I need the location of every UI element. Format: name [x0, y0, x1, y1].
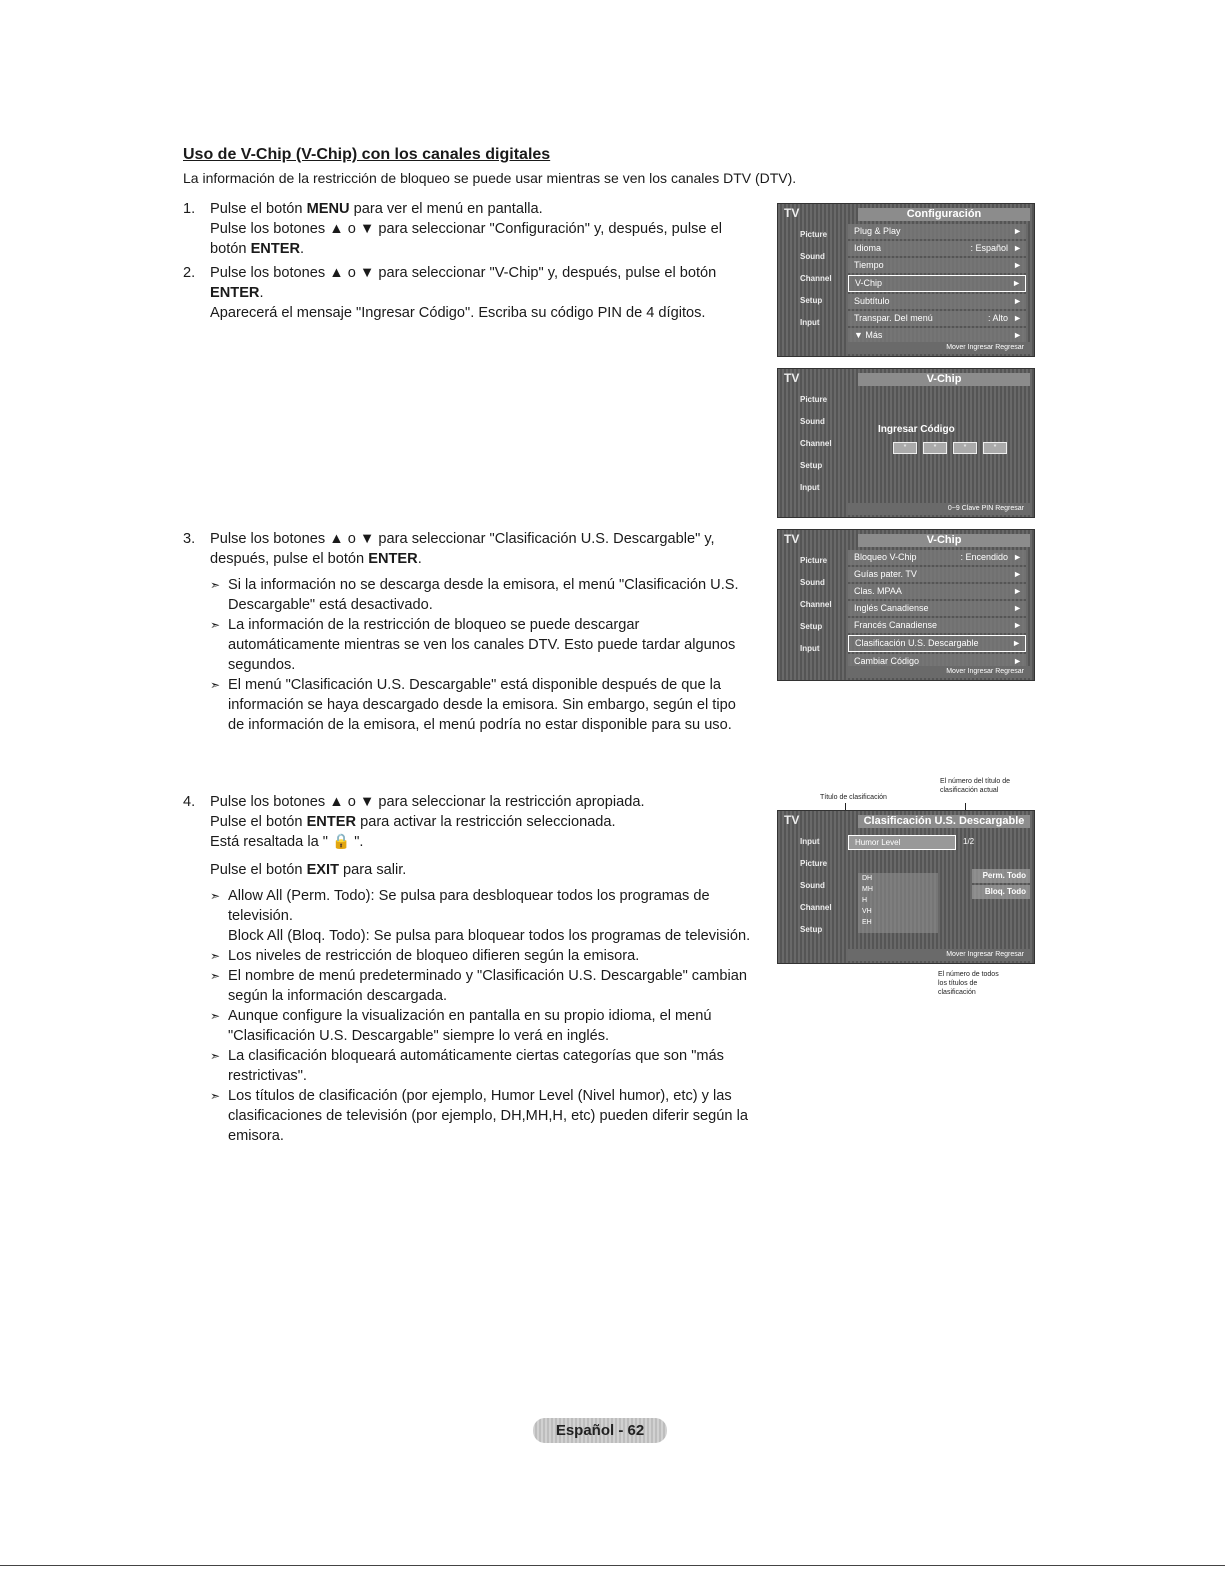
note-text: Los niveles de restricción de bloqueo difieren según la emisora. [228, 948, 640, 964]
tv-label: TV [784, 206, 800, 220]
screen-us-downloadable [777, 810, 1035, 964]
rating-button: Bloq. Todo [972, 885, 1030, 899]
side-menu-item: Picture [800, 230, 828, 239]
page-footer: Español - 62 [533, 1418, 667, 1443]
step-number: 3. [183, 531, 196, 547]
chevron-right-icon: ► [1013, 226, 1022, 236]
menu-item-label: Tiempo [854, 260, 884, 270]
menu-item [848, 601, 1026, 616]
menu-title: V-Chip [858, 373, 1030, 386]
menu-item-label: Clas. MPAA [854, 586, 902, 596]
note-arrow-icon: ➣ [210, 949, 221, 963]
chevron-right-icon: ► [1013, 552, 1022, 562]
menu-item [848, 567, 1026, 582]
note-extra-text: Block All (Bloq. Todo): Se pulsa para bloquear todos los programas de televisión. [228, 928, 751, 944]
rating-title-item: Humor Level [848, 835, 956, 850]
rating-levels [858, 873, 938, 933]
step-number: 2. [183, 265, 196, 281]
chevron-right-icon: ► [1013, 620, 1022, 630]
rating-level: MH [862, 886, 873, 893]
bottom-bar: 0~9 Clave PIN Regresar [848, 503, 1030, 515]
menu-item-label: Transpar. Del menú [854, 313, 933, 323]
side-menu-item: Input [800, 644, 820, 653]
menu-item-label: Plug & Play [854, 226, 901, 236]
screen-vchip-menu [777, 529, 1035, 681]
menu-item-label: Inglés Canadiense [854, 603, 929, 613]
side-menu-item: Sound [800, 881, 825, 890]
chevron-right-icon: ► [1013, 656, 1022, 666]
menu-item [848, 635, 1026, 652]
tv-label: TV [784, 532, 800, 546]
bottom-rule [0, 1565, 1225, 1566]
note-text: El nombre de menú predeterminado y "Clasificación U.S. Descargable" cambian según la información descargada. [228, 968, 747, 1004]
bottom-bar: Mover Ingresar Regresar [848, 949, 1030, 961]
side-menu-item: Sound [800, 417, 825, 426]
annotation-current-number: El número del título de clasificación actual [940, 778, 1011, 794]
pin-prompt: Ingresar Código [878, 424, 955, 435]
step-line: Pulse los botones ▲ o ▼ para seleccionar "Clasificación U.S. Descargable" y, después, pulse el botón ENTER. [210, 531, 715, 567]
screen-vchip-pin [777, 368, 1035, 518]
annotation-rating-title: Título de clasificación [820, 794, 887, 801]
menu-item [848, 584, 1026, 599]
note-arrow-icon: ➣ [210, 618, 221, 632]
note-arrow-icon: ➣ [210, 1089, 221, 1103]
rating-level: EH [862, 919, 872, 926]
note-item [210, 1046, 753, 1086]
side-menu-item: Setup [800, 925, 823, 934]
side-menu-item: Channel [800, 439, 832, 448]
menu-item [848, 241, 1026, 256]
side-menu-item: Setup [800, 296, 823, 305]
rating-page: 1/2 [963, 837, 975, 846]
note-arrow-icon: ➣ [210, 1049, 221, 1063]
notes-list [210, 575, 753, 735]
menu-item [848, 258, 1026, 273]
step-line: Pulse los botones ▲ o ▼ para seleccionar "Configuración" y, después, pulse el botón ENTER. [210, 221, 722, 257]
side-menu-item: Picture [800, 859, 828, 868]
step-line: Pulse los botones ▲ o ▼ para seleccionar la restricción apropiada. [210, 794, 645, 810]
menu-item [848, 224, 1026, 239]
side-menu-item: Channel [800, 600, 832, 609]
chevron-right-icon: ► [1013, 603, 1022, 613]
rating-level: DH [862, 875, 873, 882]
side-menu [778, 224, 840, 356]
step-number: 4. [183, 794, 196, 810]
menu-item [848, 311, 1026, 326]
note-text: Si la información no se descarga desde la emisora, el menú "Clasificación U.S. Descargable" está desactivado. [228, 577, 739, 613]
side-menu-item: Channel [800, 274, 832, 283]
step-2 [183, 263, 753, 323]
menu-item-label: Bloqueo V-Chip [854, 552, 917, 562]
rating-buttons [972, 869, 1030, 901]
menu-item-label: Idioma [854, 243, 882, 253]
step-line: Pulse los botones ▲ o ▼ para seleccionar "V-Chip" y, después, pulse el botón ENTER. [210, 265, 717, 301]
menu-items [848, 550, 1026, 671]
side-menu-item: Picture [800, 395, 828, 404]
note-arrow-icon: ➣ [210, 969, 221, 983]
menu-title: Clasificación U.S. Descargable [858, 815, 1030, 828]
section-title: Uso de V-Chip (V-Chip) con los canales digitales [183, 146, 551, 163]
note-item [210, 1006, 753, 1046]
menu-item [848, 294, 1026, 309]
side-menu-item: Channel [800, 903, 832, 912]
pin-box: * [953, 442, 977, 454]
side-menu-item: Setup [800, 622, 823, 631]
menu-item-label: ▼ Más [854, 330, 883, 340]
chevron-right-icon: ► [1012, 278, 1021, 288]
chevron-right-icon: ► [1013, 296, 1022, 306]
note-text: Allow All (Perm. Todo): Se pulsa para desbloquear todos los programas de televisión. [228, 888, 710, 924]
step-body [210, 529, 753, 735]
menu-title: Configuración [858, 208, 1030, 221]
note-item [210, 886, 753, 946]
note-item [210, 575, 753, 615]
side-menu-item: Input [800, 318, 820, 327]
section-intro: La información de la restricción de bloqueo se puede usar mientras se ven los canales DTV (DTV). [183, 170, 797, 186]
chevron-right-icon: ► [1013, 313, 1022, 323]
menu-item-label: Subtítulo [854, 296, 890, 306]
chevron-right-icon: ► [1013, 569, 1022, 579]
side-menu-item: Input [800, 483, 820, 492]
step-line: Está resaltada la " 🔒 ". [210, 834, 364, 850]
menu-item-label: Clasificación U.S. Descargable [855, 638, 979, 648]
step-number: 1. [183, 201, 196, 217]
chevron-right-icon: ► [1013, 260, 1022, 270]
menu-item [848, 328, 1026, 343]
chevron-right-icon: ► [1013, 243, 1022, 253]
bottom-bar: Mover Ingresar Regresar [848, 666, 1030, 678]
menu-item-label: Francés Canadiense [854, 620, 938, 630]
side-menu [778, 831, 840, 963]
side-menu-item: Sound [800, 578, 825, 587]
note-text: Los títulos de clasificación (por ejemplo, Humor Level (Nivel humor), etc) y las clasificaciones de televisión (por ejemplo, DH,MH,H, etc) pueden diferir según la emisora. [228, 1088, 748, 1144]
rating-level: H [862, 897, 868, 904]
menu-item [848, 275, 1026, 292]
menu-item-label: Cambiar Código [854, 656, 920, 666]
step-body [210, 199, 753, 259]
pin-boxes [893, 441, 1013, 454]
tv-label: TV [784, 813, 800, 827]
note-arrow-icon: ➣ [210, 578, 221, 592]
note-arrow-icon: ➣ [210, 889, 221, 903]
pin-box: * [983, 442, 1007, 454]
note-item [210, 1086, 753, 1146]
step-line: Pulse el botón MENU para ver el menú en pantalla. [210, 201, 543, 217]
screen-configuracion [777, 203, 1035, 357]
side-menu-item: Picture [800, 556, 828, 565]
step-4 [183, 792, 753, 1146]
step-line: Pulse el botón EXIT para salir. [210, 862, 407, 878]
step-line: Aparecerá el mensaje "Ingresar Código". Escriba su código PIN de 4 dígitos. [210, 305, 706, 321]
step-line: Pulse el botón ENTER para activar la restricción seleccionada. [210, 814, 616, 830]
note-item [210, 946, 753, 966]
chevron-right-icon: ► [1013, 586, 1022, 596]
rating-button: Perm. Todo [972, 869, 1030, 883]
chevron-right-icon: ► [1012, 638, 1021, 648]
rating-level: VH [862, 908, 872, 915]
chevron-right-icon: ► [1013, 330, 1022, 340]
note-item [210, 615, 753, 675]
menu-item-value: : Alto [987, 313, 1008, 323]
menu-item-value: : Español [970, 243, 1008, 253]
step-1 [183, 199, 753, 259]
tv-label: TV [784, 371, 800, 385]
note-text: El menú "Clasificación U.S. Descargable" está disponible después de que la información se haya descargado desde la emisora. Sin embargo, según el tipo de información de la emisora, el menú podría no estar disponible para su uso. [228, 677, 736, 733]
note-arrow-icon: ➣ [210, 678, 221, 692]
step-body [210, 792, 753, 1146]
step-3 [183, 529, 753, 735]
menu-item-label: V-Chip [855, 278, 883, 288]
side-menu-item: Setup [800, 461, 823, 470]
note-text: La clasificación bloqueará automáticamente ciertas categorías que son "más restrictivas". [228, 1048, 724, 1084]
step-body [210, 263, 753, 323]
menu-item-label: Guías pater. TV [854, 569, 917, 579]
pin-box: * [893, 442, 917, 454]
note-text: Aunque configure la visualización en pantalla en su propio idioma, el menú "Clasificación U.S. Descargable" siempre lo verá en inglés. [228, 1008, 712, 1044]
notes-list [210, 886, 753, 1146]
note-arrow-icon: ➣ [210, 1009, 221, 1023]
annotation-total-number: El número de todos los títulos de clasificación [938, 971, 999, 996]
menu-title: V-Chip [858, 534, 1030, 547]
side-menu [778, 550, 840, 680]
note-text: La información de la restricción de bloqueo se puede descargar automáticamente mientras se ven los canales DTV. Esto puede tardar algunos segundos. [228, 617, 736, 673]
pin-box: * [923, 442, 947, 454]
note-item [210, 675, 753, 735]
side-menu-item: Input [800, 837, 820, 846]
side-menu [778, 389, 840, 517]
menu-item [848, 550, 1026, 565]
menu-item [848, 618, 1026, 633]
side-menu-item: Sound [800, 252, 825, 261]
note-item [210, 966, 753, 1006]
menu-item-value: : Encendido [960, 552, 1008, 562]
menu-items [848, 224, 1026, 345]
bottom-bar: Mover Ingresar Regresar [848, 342, 1030, 354]
